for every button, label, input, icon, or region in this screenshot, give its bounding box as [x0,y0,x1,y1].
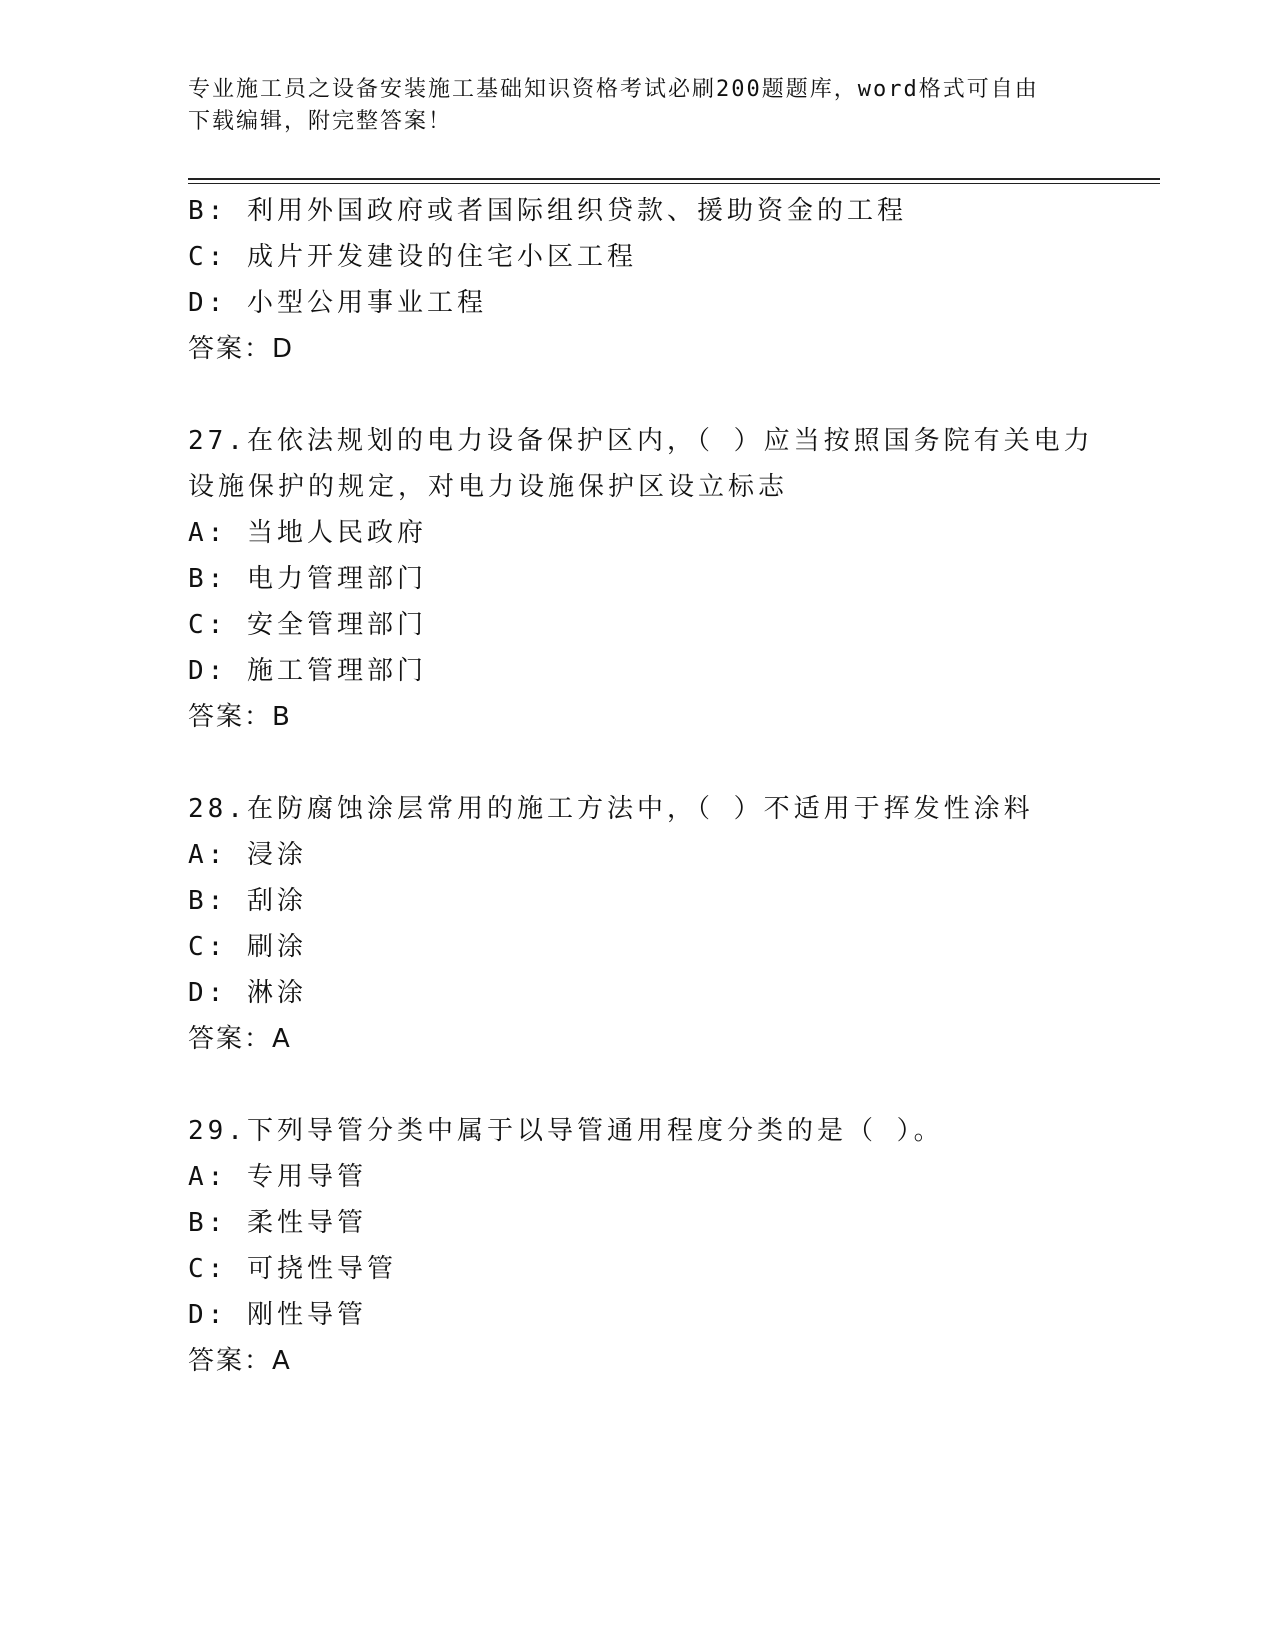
answer-line: 答案：A [188,1024,292,1054]
option-a: A: 专用导管 [188,1162,367,1192]
question-title-line-1: 27.在依法规划的电力设备保护区内，（ ）应当按照国务院有关电力 [188,426,1094,456]
answer-line: 答案：D [188,334,295,364]
header-divider-thick [188,178,1160,180]
option-b: B: 柔性导管 [188,1208,367,1238]
question-title-line-2: 设施保护的规定，对电力设施保护区设立标志 [188,472,789,502]
header-line-2: 下载编辑，附完整答案！ [188,109,453,134]
option-c: C: 安全管理部门 [188,610,427,640]
spacer [188,372,1088,418]
answer-line: 答案：B [188,702,292,732]
option-b: B: 电力管理部门 [188,564,427,594]
question-title: 28.在防腐蚀涂层常用的施工方法中，（ ）不适用于挥发性涂料 [188,794,1034,824]
option-b: B: 利用外国政府或者国际组织贷款、援助资金的工程 [188,196,907,226]
option-d: D: 小型公用事业工程 [188,288,487,318]
question-list [188,188,1094,1384]
option-c: C: 可挠性导管 [188,1254,397,1284]
option-c: C: 成片开发建设的住宅小区工程 [188,242,637,272]
spacer [188,1062,1088,1108]
question-28 [188,786,1088,1062]
option-d: D: 施工管理部门 [188,656,427,686]
header-divider-thin [188,183,1160,184]
question-26-continuation [188,188,1088,372]
answer-line: 答案：A [188,1346,292,1376]
document-header [188,74,1068,138]
question-29 [188,1108,1088,1384]
header-line-1: 专业施工员之设备安装施工基础知识资格考试必刷200题题库，word格式可自由 [188,77,1039,102]
spacer [188,740,1088,786]
option-d: D: 淋涂 [188,978,307,1008]
option-b: B: 刮涂 [188,886,307,916]
question-27 [188,418,1094,740]
option-d: D: 刚性导管 [188,1300,367,1330]
question-title: 29.下列导管分类中属于以导管通用程度分类的是（ ）。 [188,1116,944,1146]
option-c: C: 刷涂 [188,932,307,962]
option-a: A: 当地人民政府 [188,518,427,548]
option-a: A: 浸涂 [188,840,307,870]
